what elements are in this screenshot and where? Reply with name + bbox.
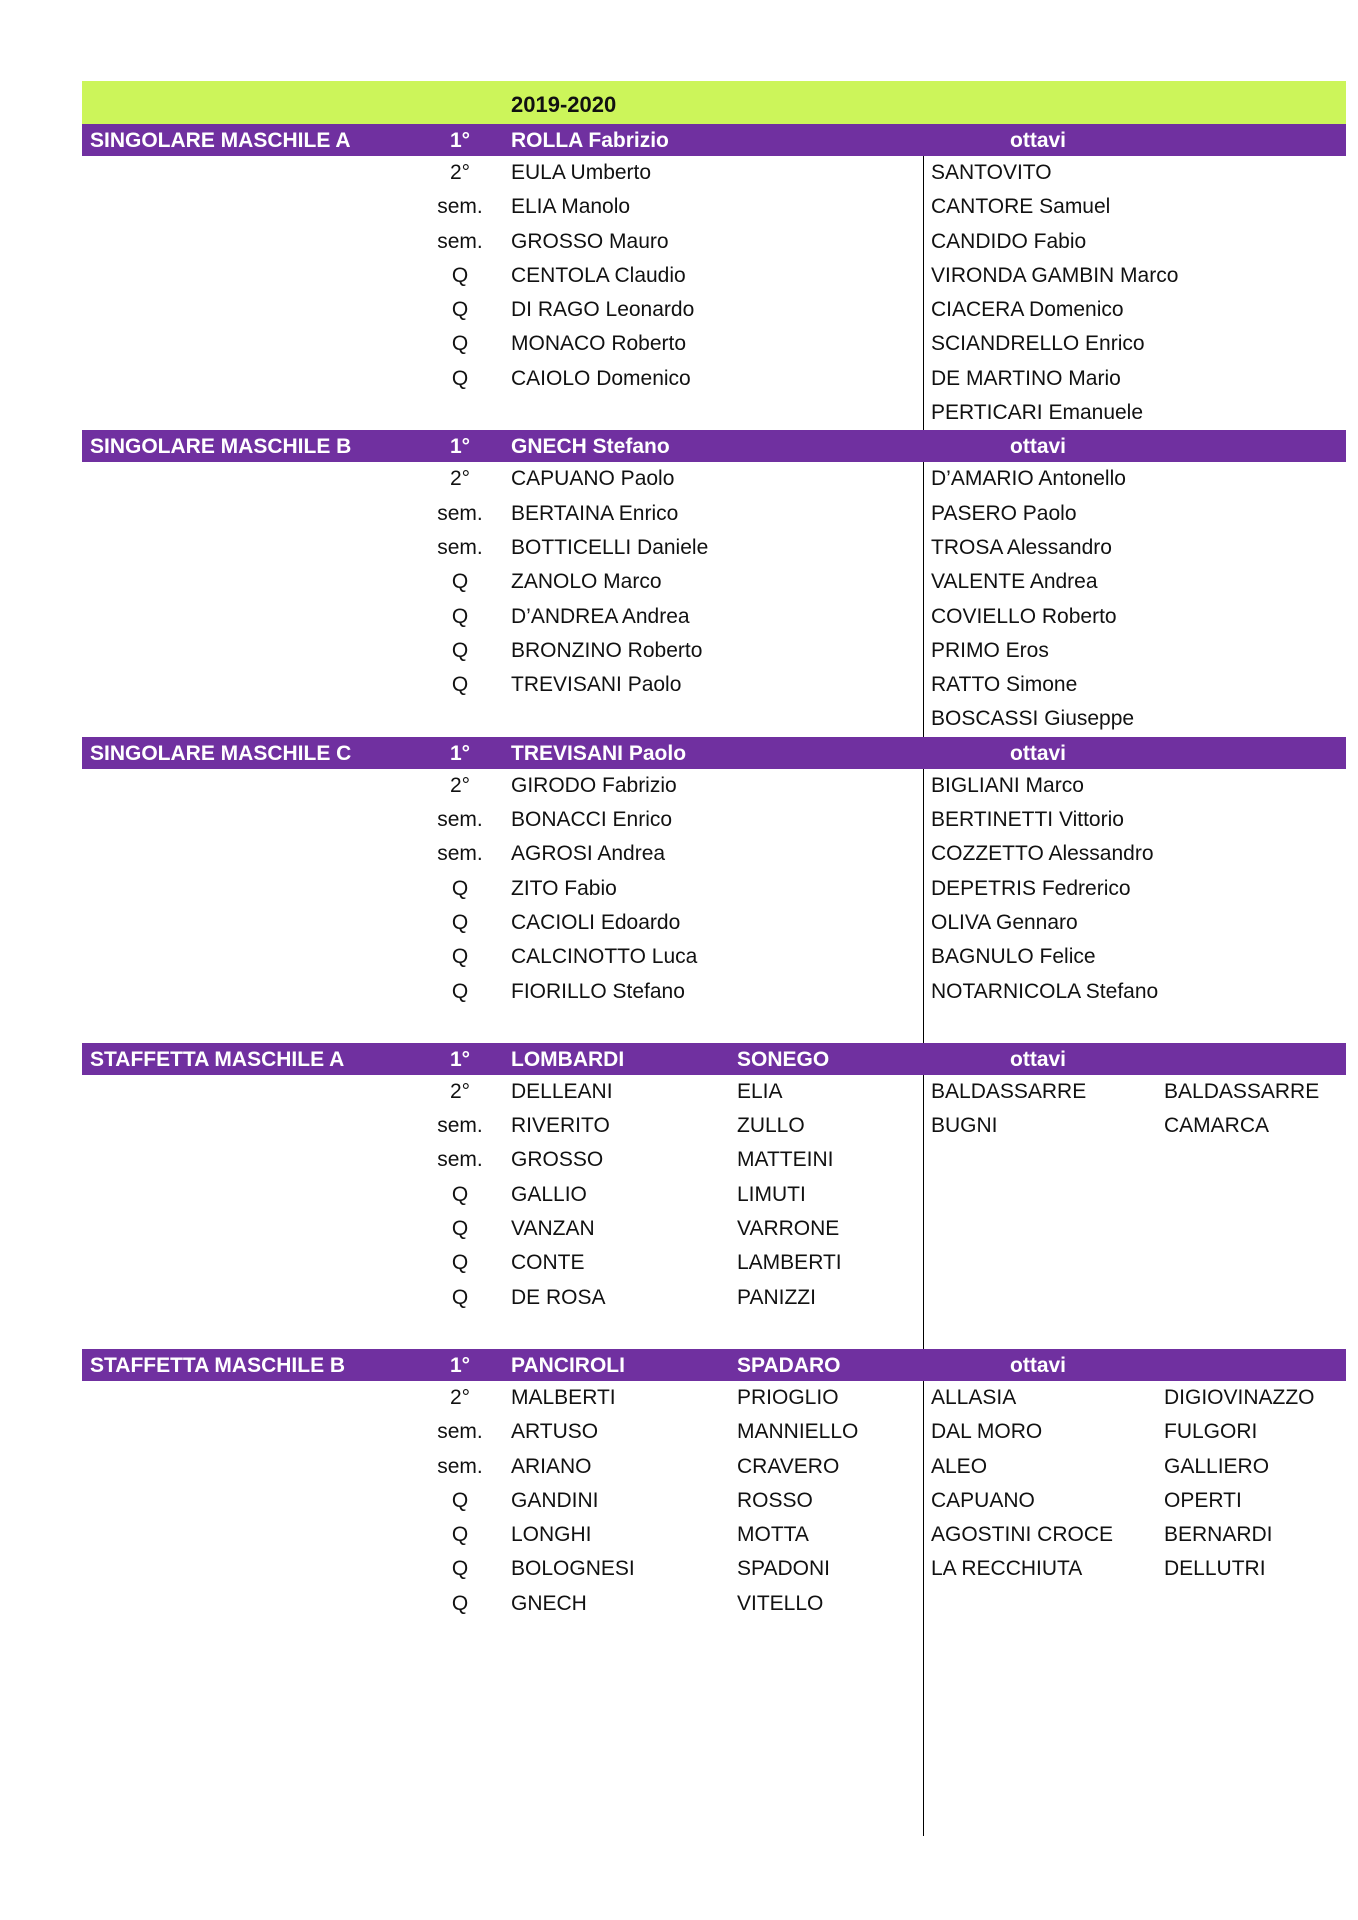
ottavi-label: ottavi — [1010, 1047, 1067, 1071]
category-header — [82, 430, 1346, 462]
player-name: FIORILLO Stefano — [511, 979, 685, 1003]
season-title: 2019-2020 — [511, 92, 617, 117]
ottavi-player-name: DE MARTINO Mario — [931, 366, 1121, 390]
winner-name: PANCIROLI — [511, 1353, 625, 1377]
ottavi-player-name: BOSCASSI Giuseppe — [931, 707, 1135, 731]
placement-label: sem. — [437, 808, 483, 832]
result-row — [82, 634, 1346, 668]
partner-name: VITELLO — [737, 1591, 824, 1615]
result-row — [82, 906, 1346, 940]
partner-name: ZULLO — [737, 1114, 805, 1138]
category-section — [82, 1349, 1346, 1621]
result-row — [82, 803, 1346, 837]
placement-label: sem. — [437, 535, 483, 559]
ottavi-player-name: CAPUANO — [931, 1488, 1035, 1512]
ottavi-player-name: DAL MORO — [931, 1420, 1043, 1444]
result-row — [82, 327, 1346, 361]
partner-name: ROSSO — [737, 1488, 813, 1512]
player-name: ARIANO — [511, 1454, 592, 1478]
category-title: STAFFETTA MASCHILE B — [90, 1353, 346, 1377]
placement-label: Q — [451, 876, 469, 900]
ottavi-player-name: PERTICARI Emanuele — [931, 401, 1144, 425]
placement-label: sem. — [437, 501, 483, 525]
winner-name: TREVISANI Paolo — [511, 741, 687, 765]
result-row — [82, 1552, 1346, 1586]
partner-name: LIMUTI — [737, 1182, 806, 1206]
placement-label: sem. — [437, 842, 483, 866]
result-row — [82, 1518, 1346, 1552]
result-row — [82, 1075, 1346, 1109]
placement-label: Q — [451, 570, 469, 594]
placement-label: 2° — [449, 773, 471, 797]
ottavi-player-name: BIGLIANI Marco — [931, 773, 1084, 797]
partner-name: PANIZZI — [737, 1285, 816, 1309]
placement-label: sem. — [437, 1420, 483, 1444]
ottavi-player-name: SANTOVITO — [931, 161, 1052, 184]
ottavi-player-name: VIRONDA GAMBIN Marco — [931, 263, 1179, 287]
ottavi-player-name: AGOSTINI CROCE — [931, 1523, 1114, 1547]
player-name: MONACO Roberto — [511, 332, 687, 356]
ottavi-label: ottavi — [1010, 741, 1067, 765]
partner-name: CRAVERO — [737, 1454, 840, 1478]
ottavi-player-name: NOTARNICOLA Stefano — [931, 979, 1159, 1003]
ottavi-player-name: BALDASSARRE — [931, 1079, 1087, 1103]
ottavi-player-name: CIACERA Domenico — [931, 298, 1124, 322]
partner-name: LAMBERTI — [737, 1251, 842, 1275]
placement-label: Q — [451, 638, 469, 662]
result-row — [82, 940, 1346, 974]
category-title: SINGOLARE MASCHILE B — [90, 435, 352, 459]
placement-label: Q — [451, 979, 469, 1003]
ottavi-partner-name: FULGORI — [1164, 1420, 1258, 1444]
player-name: CENTOLA Claudio — [511, 263, 686, 287]
category-header — [82, 737, 1346, 769]
result-row — [82, 462, 1346, 496]
result-row — [82, 1381, 1346, 1415]
ottavi-partner-name: DELLUTRI — [1164, 1557, 1266, 1581]
player-name: LONGHI — [511, 1523, 592, 1547]
category-title: SINGOLARE MASCHILE A — [90, 129, 351, 152]
player-name: TREVISANI Paolo — [511, 673, 682, 697]
result-row — [82, 1178, 1346, 1212]
ottavi-player-name: RATTO Simone — [931, 673, 1078, 697]
ottavi-player-name: TROSA Alessandro — [931, 535, 1112, 559]
ottavi-player-name: COVIELLO Roberto — [931, 604, 1117, 628]
section-spacer — [82, 1315, 1346, 1349]
ottavi-partner-name: CAMARCA — [1164, 1114, 1270, 1138]
player-name: BOTTICELLI Daniele — [511, 535, 709, 559]
ottavi-partner-name: OPERTI — [1164, 1488, 1242, 1512]
winner-rank: 1° — [449, 435, 471, 459]
section-spacer — [82, 1009, 1346, 1043]
category-title: SINGOLARE MASCHILE C — [90, 741, 352, 765]
winner-name: LOMBARDI — [511, 1047, 625, 1071]
player-name: ARTUSO — [511, 1420, 599, 1444]
player-name: CAIOLO Domenico — [511, 366, 691, 390]
placement-label: sem. — [437, 195, 483, 219]
result-row — [82, 293, 1346, 327]
player-name: VANZAN — [511, 1217, 595, 1241]
player-name: CALCINOTTO Luca — [511, 945, 698, 969]
placement-label: sem. — [437, 1454, 483, 1478]
player-name: D’ANDREA Andrea — [511, 604, 690, 628]
partner-name: MANNIELLO — [737, 1420, 859, 1444]
partner-name: PRIOGLIO — [737, 1385, 839, 1409]
result-row — [82, 1281, 1346, 1315]
placement-label: Q — [451, 604, 469, 628]
ottavi-label: ottavi — [1010, 1353, 1067, 1377]
winner-name: ROLLA Fabrizio — [511, 129, 669, 152]
result-row — [82, 872, 1346, 906]
placement-label: Q — [451, 1182, 469, 1206]
results-sheet — [82, 81, 1346, 1621]
player-name: GIRODO Fabrizio — [511, 773, 677, 797]
placement-label: 2° — [449, 1385, 471, 1409]
player-name: GANDINI — [511, 1488, 599, 1512]
placement-label: 2° — [449, 467, 471, 491]
ottavi-player-name: PRIMO Eros — [931, 638, 1049, 662]
partner-name: ELIA — [737, 1079, 783, 1103]
ottavi-player-name: ALLASIA — [931, 1385, 1017, 1409]
result-row — [82, 225, 1346, 259]
winner-name: GNECH Stefano — [511, 435, 670, 459]
player-name: DI RAGO Leonardo — [511, 298, 695, 322]
sections-container — [82, 124, 1346, 1621]
ottavi-player-name: SCIANDRELLO Enrico — [931, 332, 1145, 356]
player-name: CONTE — [511, 1251, 585, 1275]
placement-label: sem. — [437, 1148, 483, 1172]
player-name: CAPUANO Paolo — [511, 467, 675, 491]
result-row — [82, 362, 1346, 396]
placement-label: Q — [451, 298, 469, 322]
placement-label: 2° — [449, 1079, 471, 1103]
partner-name: MOTTA — [737, 1523, 809, 1547]
result-row — [82, 1212, 1346, 1246]
ottavi-label: ottavi — [1010, 129, 1067, 152]
player-name: DELLEANI — [511, 1079, 613, 1103]
placement-label: Q — [451, 910, 469, 934]
ottavi-player-name: BERTINETTI Vittorio — [931, 808, 1124, 832]
ottavi-player-name: CANDIDO Fabio — [931, 229, 1087, 253]
result-row — [82, 531, 1346, 565]
category-section — [82, 430, 1346, 736]
ottavi-player-name: BUGNI — [931, 1114, 998, 1138]
placement-label: Q — [451, 332, 469, 356]
winner-rank: 1° — [449, 741, 471, 765]
result-row — [82, 600, 1346, 634]
ottavi-player-name: D’AMARIO Antonello — [931, 467, 1126, 491]
placement-label: Q — [451, 1285, 469, 1309]
ottavi-player-name: ALEO — [931, 1454, 988, 1478]
player-name: BERTAINA Enrico — [511, 501, 679, 525]
category-section — [82, 124, 1346, 430]
ottavi-partner-name: BALDASSARRE — [1164, 1079, 1320, 1103]
result-row — [82, 837, 1346, 871]
result-row — [82, 769, 1346, 803]
placement-label: Q — [451, 1488, 469, 1512]
ottavi-player-name: CANTORE Samuel — [931, 195, 1111, 219]
placement-label: sem. — [437, 1114, 483, 1138]
ottavi-player-name: OLIVA Gennaro — [931, 910, 1078, 934]
placement-label: Q — [451, 1557, 469, 1581]
placement-label: Q — [451, 945, 469, 969]
result-row — [82, 1143, 1346, 1177]
result-row — [82, 190, 1346, 224]
partner-name: MATTEINI — [737, 1148, 834, 1172]
result-row — [82, 565, 1346, 599]
player-name: GALLIO — [511, 1182, 587, 1206]
player-name: ZANOLO Marco — [511, 570, 662, 594]
placement-label: Q — [451, 1523, 469, 1547]
player-name: ELIA Manolo — [511, 195, 631, 219]
player-name: ZITO Fabio — [511, 876, 617, 900]
placement-label: Q — [451, 1251, 469, 1275]
result-row — [82, 259, 1346, 293]
placement-label: sem. — [437, 229, 483, 253]
winner-rank: 1° — [449, 129, 471, 152]
placement-label: 2° — [449, 161, 471, 184]
player-name: MALBERTI — [511, 1385, 616, 1409]
result-row — [82, 1484, 1346, 1518]
result-row — [82, 975, 1346, 1009]
placement-label: Q — [451, 263, 469, 287]
placement-label: Q — [451, 366, 469, 390]
player-name: GROSSO Mauro — [511, 229, 669, 253]
player-name: BOLOGNESI — [511, 1557, 635, 1581]
player-name: GROSSO — [511, 1148, 604, 1172]
result-row — [82, 1109, 1346, 1143]
ottavi-player-name: PASERO Paolo — [931, 501, 1077, 525]
ottavi-partner-name: GALLIERO — [1164, 1454, 1270, 1478]
winner-rank: 1° — [449, 1047, 471, 1071]
player-name: BRONZINO Roberto — [511, 638, 703, 662]
placement-label: Q — [451, 673, 469, 697]
player-name: RIVERITO — [511, 1114, 610, 1138]
player-name: CACIOLI Edoardo — [511, 910, 681, 934]
result-row — [82, 396, 1346, 430]
category-header — [82, 1349, 1346, 1381]
category-header — [82, 1043, 1346, 1075]
category-section — [82, 737, 1346, 1009]
result-row — [82, 702, 1346, 736]
ottavi-partner-name: DIGIOVINAZZO — [1164, 1385, 1315, 1409]
winner-rank: 1° — [449, 1353, 471, 1377]
result-row — [82, 1450, 1346, 1484]
result-row — [82, 497, 1346, 531]
partner-name: VARRONE — [737, 1217, 840, 1241]
ottavi-player-name: DEPETRIS Fedrerico — [931, 876, 1131, 900]
category-section — [82, 1043, 1346, 1315]
placement-label: Q — [451, 1217, 469, 1241]
result-row — [82, 1246, 1346, 1280]
category-title: STAFFETTA MASCHILE A — [90, 1047, 345, 1071]
player-name: BONACCI Enrico — [511, 808, 673, 832]
ottavi-player-name: LA RECCHIUTA — [931, 1557, 1083, 1581]
ottavi-label: ottavi — [1010, 435, 1067, 459]
ottavi-player-name: COZZETTO Alessandro — [931, 842, 1154, 866]
player-name: GNECH — [511, 1591, 587, 1615]
category-header — [82, 124, 1346, 156]
player-name: DE ROSA — [511, 1285, 606, 1309]
winner-partner-name: SONEGO — [737, 1047, 830, 1071]
winner-partner-name: SPADARO — [737, 1353, 841, 1377]
partner-name: SPADONI — [737, 1557, 830, 1581]
ottavi-player-name: VALENTE Andrea — [931, 570, 1098, 594]
result-row — [82, 1415, 1346, 1449]
placement-label: Q — [451, 1591, 469, 1615]
result-row — [82, 1587, 1346, 1621]
ottavi-player-name: BAGNULO Felice — [931, 945, 1096, 969]
result-row — [82, 156, 1346, 190]
ottavi-partner-name: BERNARDI — [1164, 1523, 1273, 1547]
season-title-bar — [82, 81, 1346, 124]
result-row — [82, 668, 1346, 702]
player-name: AGROSI Andrea — [511, 842, 666, 866]
player-name: EULA Umberto — [511, 161, 652, 184]
